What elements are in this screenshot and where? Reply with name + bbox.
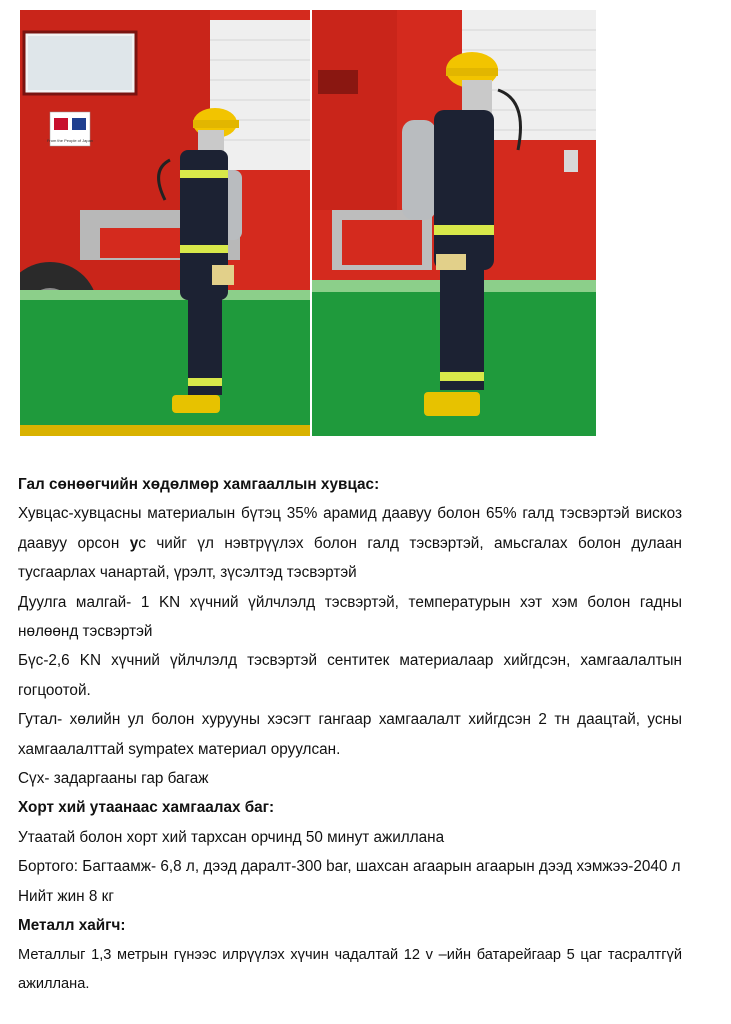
suit-text-bold: у [129, 534, 139, 552]
heading-metal-detector: Металл хайгч: [18, 917, 126, 935]
paragraph-helmet: Дуулга малгай- 1 KN хүчний үйлчлэлд тэсвэртэй, температурын хэт хэм болон гадны нөлөөнд тэсвэртэй [18, 593, 682, 641]
firefighter-side-photo [20, 10, 310, 436]
paragraph-axe: Сүх- задаргааны гар багаж [18, 770, 209, 788]
suit-text-part-1: Хувцас-хувцасны материалын бүтэц 35% арамид даавуу болон 65% галд тэсвэртэй вискоз даавуу орсон [18, 505, 682, 552]
article-body [18, 470, 682, 999]
flag-label: From the People of Japan [46, 138, 94, 143]
firefighter-side-illustration [20, 10, 310, 436]
firefighter-back-illustration [312, 10, 596, 436]
photo-gallery [20, 10, 596, 436]
suit-text-part-2: с чийг үл нэвтрүүлэх болон галд тэсвэртэй, амьсгалах болон дулаан тусгаарлах чанартай, үрэлт, зүсэлтэд тэсвэртэй [18, 534, 682, 582]
paragraph-suit-material [18, 499, 682, 587]
firefighter-back-photo [312, 10, 596, 436]
heading-protective-suit: Гал сөнөөгчийн хөдөлмөр хамгааллын хувцас: [18, 476, 380, 493]
heading-breathing-apparatus: Хорт хий утаанаас хамгаалах баг: [18, 799, 275, 817]
paragraph-metal-detector: Металлыг 1,3 метрын гүнээс илрүүлэх хүчин чадалтай 12 v –ийн батарейгаар 5 цаг тасралтгүй ажиллана. [18, 946, 682, 992]
paragraph-scba-cylinder: Бортого: Багтаамж- 6,8 л, дээд даралт-300 bar, шахсан агаарын агаарын дээд хэмжээ-2040 л [18, 858, 681, 876]
paragraph-scba-duration: Утаатай болон хорт хий тархсан орчинд 50 минут ажиллана [18, 828, 445, 846]
paragraph-boots: Гутал- хөлийн ул болон хурууны хэсэгт гангаар хамгаалалт хийгдсэн 2 тн даацтай, усны хамгаалалттай sympatex материал оруулсан. [18, 711, 682, 758]
paragraph-scba-weight: Нийт жин 8 кг [18, 887, 114, 905]
paragraph-belt: Бүс-2,6 KN хүчний үйлчлэлд тэсвэртэй сентитек материалаар хийгдсэн, хамгаалалтын гогцоотой. [18, 652, 682, 699]
